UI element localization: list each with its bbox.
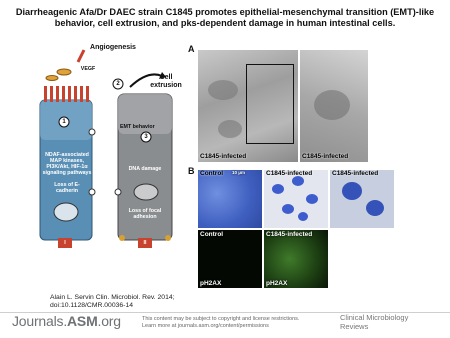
ndaf-label: NDAF-associated MAP kinases, PI3K/Akt, HIF-1α signaling pathways [42,152,92,176]
loss-focal-label: Loss of focal adhesion [128,208,162,220]
panel-b-row1-label-2: C1845-infected [266,170,313,177]
panel-a-letter: A [188,44,195,54]
scale-bar-label: 10 μm [232,170,246,175]
figure-title: Diarrheagenic Afa/Dr DAEC strain C1845 promotes epithelial-mesenchymal transition (EMT)-like behavior, cell extrusion, and pks-dependent damage in human intestinal cells. [15,7,435,28]
brand-suffix: .org [97,313,121,329]
panel-b-row2-label-1: Control [200,231,224,238]
copyright-line-2[interactable]: Learn more at journals.asm.org/content/permissions [142,322,269,329]
panel-b-row1-label-3: C1845-infected [332,170,379,177]
panel-b-row2-bottom-2: pH2AX [266,280,288,287]
citation [50,294,175,310]
citation-line-1: Alain L. Servin Clin. Microbiol. Rev. 2014; [50,294,175,301]
nucleus [134,184,158,200]
journal-line-2: Reviews [340,321,369,331]
junction-icon [89,129,95,135]
panel-a-right-image [300,50,368,162]
cell-II-label: II [143,240,147,246]
panel-b-infected-image-2 [330,170,394,228]
step-1-label: 1 [62,119,66,125]
emt-behavior-label: EMT behavior [120,124,155,130]
bacterium [46,76,58,81]
dna-damage-label: DNA damage [128,166,162,172]
brand-prefix: Journals. [12,313,68,329]
junction-icon [115,189,121,195]
cell-I-label: I [64,240,66,246]
panel-b-infected-image-1 [264,170,328,228]
journal-line-1: Clinical Microbiology [340,313,409,322]
panel-b-control-image [198,170,262,228]
panel-a-right-label: C1845-infected [302,153,349,160]
step-2-label: 2 [116,81,120,87]
step-3-label: 3 [144,134,148,140]
panel-a-left-image [198,50,298,162]
vegf-label: VEGF [80,66,96,72]
journal-name [340,314,408,331]
panel-b-row2-bottom-1: pH2AX [200,280,222,287]
panel-b-row1-label-1: Control [200,170,224,177]
panel-b-letter: B [188,166,195,176]
copyright-notice [142,316,299,329]
loss-ecadherin-label: Loss of E-cadherin [54,182,80,194]
figure [38,42,414,296]
panel-a-left-label: C1845-infected [200,153,247,160]
brand-asm: ASM [67,313,98,329]
journals-asm-logo[interactable] [12,313,121,329]
copyright-line-1: This content may be subject to copyright and license restrictions. [142,316,300,322]
angiogenesis-label: Angiogenesis [90,44,136,51]
nucleus [54,203,78,221]
cell-extrusion-label: Cell extrusion [150,74,182,89]
citation-line-2: doi:10.1128/CMR.00036-14 [50,302,134,309]
panel-b-row2-label-2: C1845-infected [266,231,313,238]
